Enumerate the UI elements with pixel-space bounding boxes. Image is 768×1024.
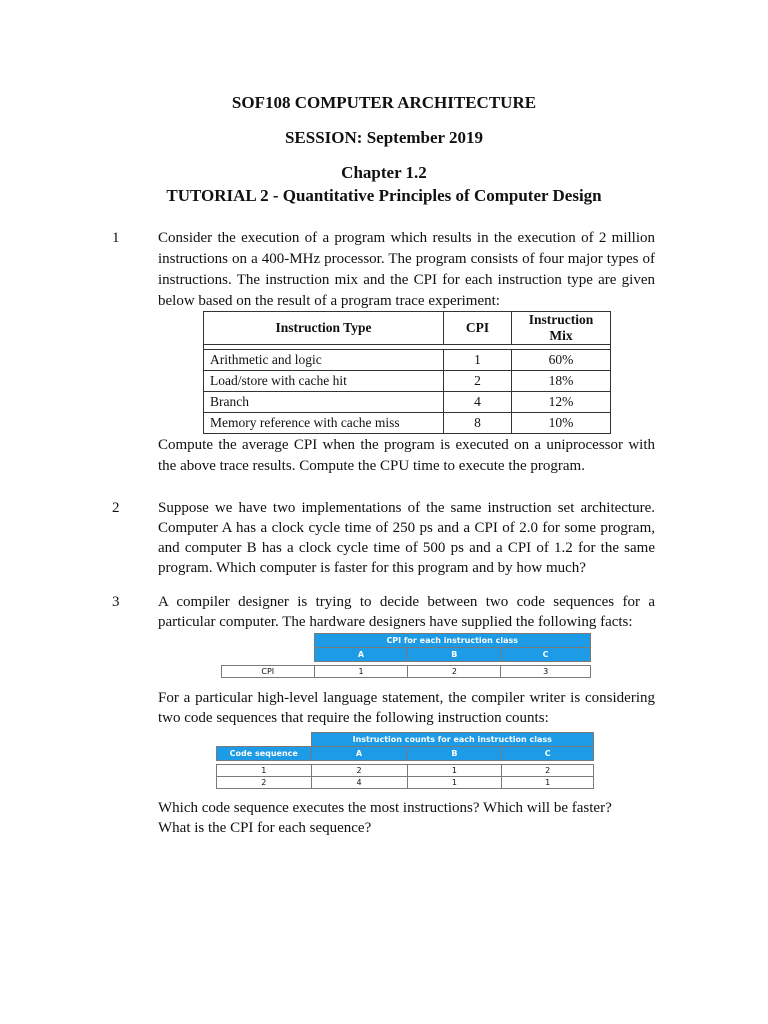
table-cell: 4	[444, 392, 512, 413]
table-cell: 2	[311, 765, 407, 777]
cpi-per-class-table	[221, 633, 591, 678]
question-1-number: 1	[112, 230, 120, 246]
question-1-question: Compute the average CPI when the program is executed on a uniprocessor with the above trace results. Compute the CPU time to execute the program.	[158, 437, 655, 474]
table-cell: Memory reference with cache miss	[204, 413, 444, 434]
instruction-mix-table	[203, 311, 611, 434]
column-header: C	[502, 747, 594, 761]
table-cell: 1	[502, 777, 594, 789]
table-cell: Load/store with cache hit	[204, 371, 444, 392]
table-row	[204, 350, 611, 371]
column-header: Instruction Mix	[512, 312, 611, 345]
column-header: B	[407, 747, 502, 761]
table-row	[217, 777, 594, 789]
table-cell: 1	[314, 666, 408, 678]
session-title: SESSION: September 2019	[284, 128, 484, 147]
table-row	[204, 371, 611, 392]
table-cell: 4	[311, 777, 407, 789]
course-title: SOF108 COMPUTER ARCHITECTURE	[231, 93, 537, 112]
column-header: C	[501, 648, 591, 662]
column-header: B	[408, 648, 501, 662]
question-3-question-line-2: What is the CPI for each sequence?	[158, 820, 372, 836]
group-header: Instruction counts for each instruction class	[311, 733, 594, 747]
question-1-intro: Consider the execution of a program which results in the execution of 2 million instructions on a 400-MHz processor. The program consists of four major types of instructions. The instruction mix and the CPI for each instruction type are given below based on the result of a program trace experiment:	[158, 230, 655, 309]
table-cell: Arithmetic and logic	[204, 350, 444, 371]
question-3-number: 3	[112, 594, 120, 610]
blank-cell	[222, 634, 315, 648]
table-row	[204, 413, 611, 434]
table-cell: 2	[217, 777, 312, 789]
column-header: A	[311, 747, 407, 761]
group-header: CPI for each instruction class	[314, 634, 591, 648]
question-3-intro: A compiler designer is trying to decide between two code sequences for a particular computer. The hardware designers have supplied the following facts:	[158, 594, 655, 630]
question-3-middle: For a particular high-level language statement, the compiler writer is considering two code sequences that require the following instruction counts:	[158, 690, 655, 726]
tutorial-title: TUTORIAL 2 - Quantitative Principles of Computer Design	[166, 186, 602, 205]
table-header-row	[204, 312, 611, 345]
table-cell: 8	[444, 413, 512, 434]
question-2-text: Suppose we have two implementations of the same instruction set architecture. Computer A has a clock cycle time of 250 ps and a CPI of 2.0 for some program, and computer B has a clock cycle time of 500 ps and a CPI of 1.2 for the same program. Which computer is faster for this program and by how much?	[158, 500, 655, 576]
table-cell: 2	[444, 371, 512, 392]
table-cell: 2	[408, 666, 501, 678]
row-label: CPI	[222, 666, 315, 678]
table-cell: 1	[217, 765, 312, 777]
table-cell: 12%	[512, 392, 611, 413]
column-header: CPI	[444, 312, 512, 345]
table-cell: 10%	[512, 413, 611, 434]
column-header: A	[314, 648, 408, 662]
table-row	[204, 392, 611, 413]
table-row	[222, 666, 591, 678]
column-header: Instruction Type	[204, 312, 444, 345]
table-cell: 1	[444, 350, 512, 371]
table-cell: 1	[407, 777, 502, 789]
table-cell: 60%	[512, 350, 611, 371]
question-3-question-line-1: Which code sequence executes the most instructions? Which will be faster?	[158, 800, 612, 816]
table-row	[217, 765, 594, 777]
table-cell: 18%	[512, 371, 611, 392]
column-header: Code sequence	[217, 747, 312, 761]
blank-cell	[217, 733, 312, 747]
instruction-count-table	[216, 732, 594, 789]
table-cell: 1	[407, 765, 502, 777]
blank-cell	[222, 648, 315, 662]
chapter-title: Chapter 1.2	[341, 163, 427, 182]
table-cell: Branch	[204, 392, 444, 413]
table-cell: 2	[502, 765, 594, 777]
table-cell: 3	[501, 666, 591, 678]
question-2-number: 2	[112, 500, 120, 516]
